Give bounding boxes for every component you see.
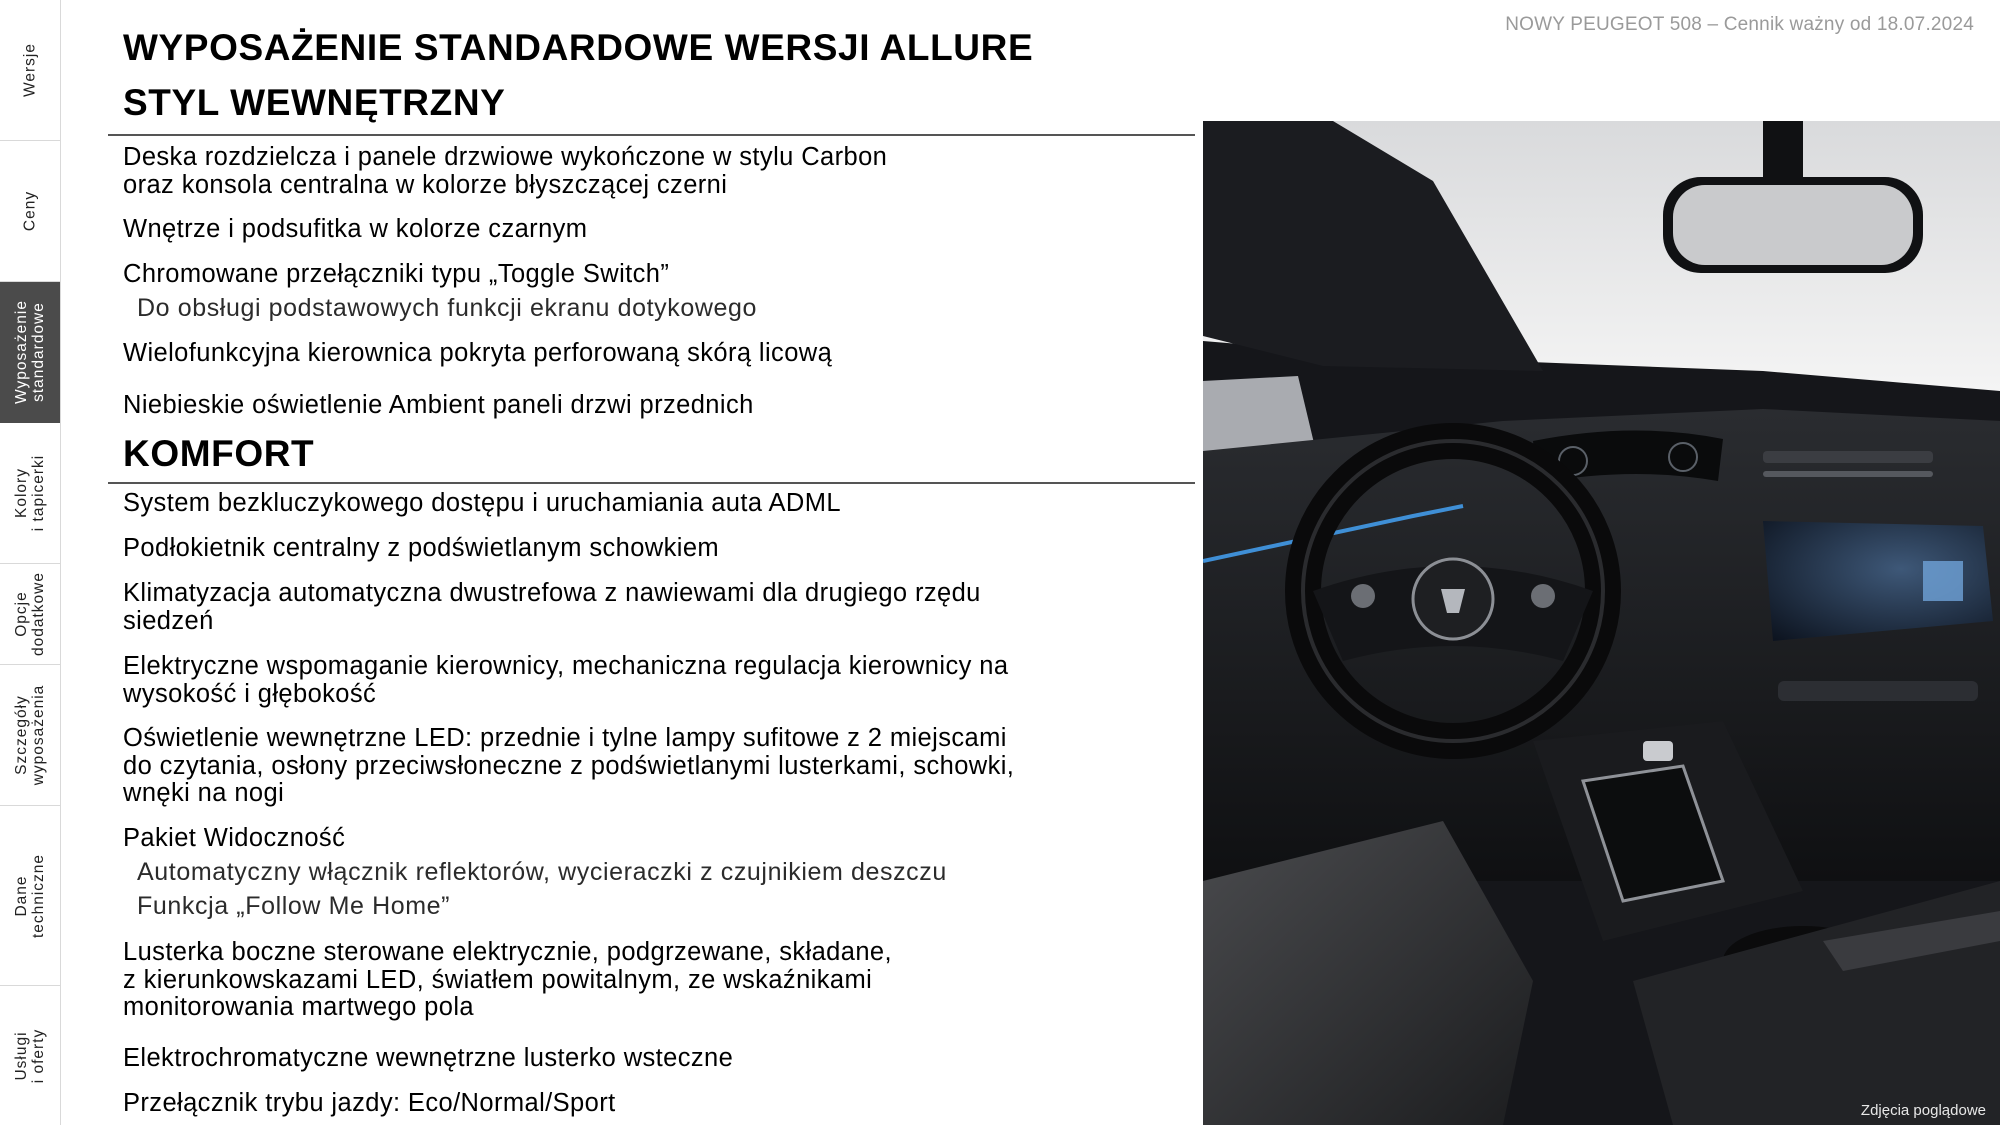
tab-label: Dane techniczne: [13, 853, 47, 938]
section-heading-komfort: KOMFORT: [123, 433, 315, 474]
car-interior-photo: [1203, 121, 2000, 1125]
feature-subitem: Automatyczny włącznik reflektorów, wycieraczki z czujnikiem deszczu: [137, 858, 947, 886]
tab-uslugi-i-oferty[interactable]: [0, 986, 60, 1125]
section-divider: [108, 482, 1195, 484]
section-divider: [108, 134, 1195, 136]
document-header: NOWY PEUGEOT 508 – Cennik ważny od 18.07.2024: [1505, 14, 1974, 35]
feature-item: Oświetlenie wewnętrzne LED: przednie i tylne lampy sufitowe z 2 miejscami do czytania, osłony przeciwsłoneczne z podświetlanymi lusterkami, schowki, wnęki na nogi: [123, 724, 1015, 807]
feature-item: Elektrochromatyczne wewnętrzne lusterko wsteczne: [123, 1044, 734, 1072]
feature-item: Lusterka boczne sterowane elektrycznie, podgrzewane, składane, z kierunkowskazami LED, światłem powitalnym, ze wskaźnikami monitorowania martwego pola: [123, 938, 892, 1021]
tab-opcje-dodatkowe[interactable]: [0, 564, 60, 665]
car-interior-illustration: [1203, 121, 2000, 1125]
tab-wersje[interactable]: [0, 0, 60, 141]
section-heading-styl-wewnetrzny: STYL WEWNĘTRZNY: [123, 82, 506, 123]
tab-wyposazenie-standardowe[interactable]: [0, 282, 60, 423]
feature-item: System bezkluczykowego dostępu i uruchamiania auta ADML: [123, 489, 841, 517]
feature-item: Klimatyzacja automatyczna dwustrefowa z nawiewami dla drugiego rzędu siedzeń: [123, 579, 981, 635]
page-title: WYPOSAŻENIE STANDARDOWE WERSJI ALLURE: [123, 27, 1034, 68]
tab-ceny[interactable]: [0, 141, 60, 282]
feature-item: Deska rozdzielcza i panele drzwiowe wykończone w stylu Carbon oraz konsola centralna w kolorze błyszczącej czerni: [123, 143, 888, 199]
feature-item: Przełącznik trybu jazdy: Eco/Normal/Sport: [123, 1089, 616, 1117]
feature-subitem: Do obsługi podstawowych funkcji ekranu dotykowego: [137, 294, 758, 322]
tab-szczegoly-wyposazenia[interactable]: [0, 665, 60, 806]
side-navigation: [0, 0, 61, 1125]
tab-label: Opcje dodatkowe: [13, 572, 47, 656]
feature-item: Elektryczne wspomaganie kierownicy, mechaniczna regulacja kierownicy na wysokość i głębokość: [123, 652, 1009, 708]
feature-item: Wnętrze i podsufitka w kolorze czarnym: [123, 215, 588, 243]
feature-item: Wielofunkcyjna kierownica pokryta perforowaną skórą licową: [123, 339, 833, 367]
tab-label: Wersje: [21, 43, 39, 97]
tab-kolory-i-tapicerki[interactable]: [0, 423, 60, 564]
tab-label: Wyposażenie standardowe: [13, 300, 47, 404]
tab-dane-techniczne[interactable]: [0, 806, 60, 986]
tab-label: Kolory i tapicerki: [13, 454, 47, 532]
feature-item: Pakiet Widoczność: [123, 824, 346, 852]
tab-label: Usługi i oferty: [13, 1028, 47, 1083]
tab-label: Szczegóły wyposażenia: [13, 684, 47, 786]
photo-caption: Zdjęcia poglądowe: [1860, 1102, 1986, 1119]
feature-item: Podłokietnik centralny z podświetlanym schowkiem: [123, 534, 720, 562]
feature-item: Chromowane przełączniki typu „Toggle Switch”: [123, 260, 670, 288]
feature-subitem: Funkcja „Follow Me Home”: [137, 892, 451, 920]
tab-label: Ceny: [21, 190, 39, 232]
feature-item: Niebieskie oświetlenie Ambient paneli drzwi przednich: [123, 391, 754, 419]
